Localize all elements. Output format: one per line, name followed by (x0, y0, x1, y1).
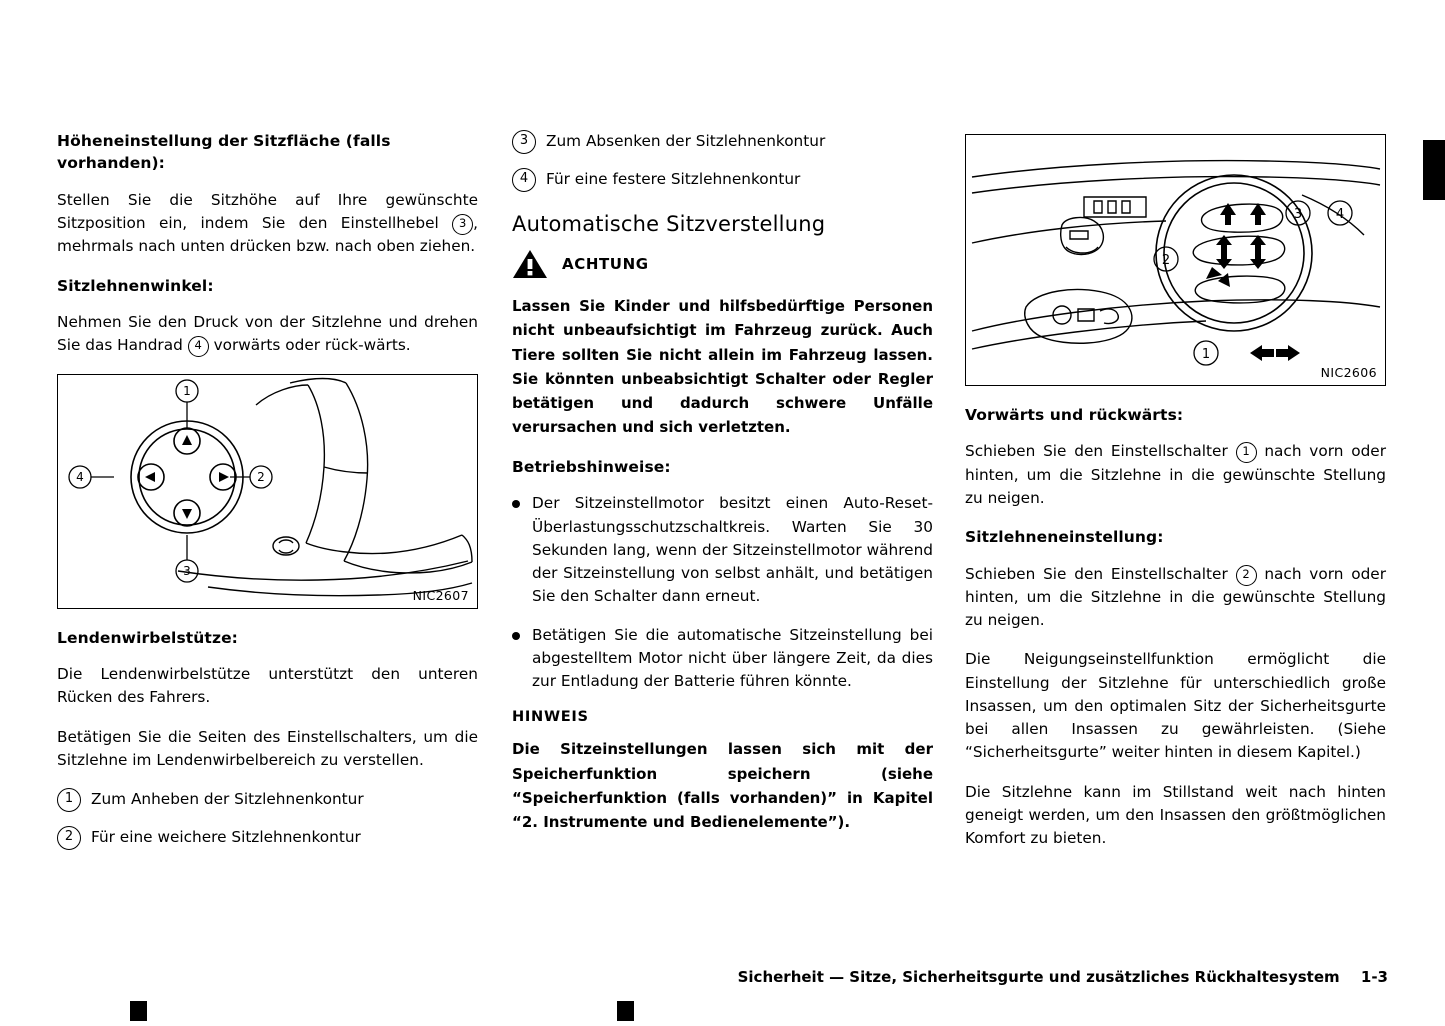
page-columns (57, 130, 1387, 950)
text-fragment: Schieben Sie den Einstellschalter (965, 442, 1228, 461)
note-label: HINWEIS (512, 708, 589, 726)
figure2-label-1: 1 (1201, 347, 1211, 362)
callout-marker-2: 2 (1236, 565, 1257, 586)
callout-marker-4: 4 (188, 336, 209, 357)
figure-lumbar-switch (57, 374, 478, 609)
text-fragment: nach vorn oder hinten, um die Sitzlehne in die gewünschte Stellung zu neigen. (965, 564, 1386, 630)
text-fragment: Schieben Sie den Einstellschalter (965, 564, 1228, 583)
print-mark-left (130, 1001, 147, 1021)
callout-marker-2: 2 (57, 826, 81, 850)
paragraph-seatback-angle (57, 311, 478, 358)
column-three (965, 130, 1386, 866)
figure1-label-4: 4 (76, 469, 84, 484)
heading-seatback-angle: Sitzlehnenwinkel: (57, 276, 214, 295)
paragraph-recline-info: Die Neigungseinstellfunktion ermöglicht die Einstellung der Sitzlehne für unterschiedlich große Insassen, um den optimalen Sitz der Sicherheitsgurte bei allen Insassen zu gewährleisten. (Siehe “Sicherheitsgurte” weiter hinten in diesem Kapitel.) (965, 650, 1386, 762)
column-one (57, 130, 478, 864)
legend-text: Zum Anheben der Sitzlehnenkontur (91, 790, 364, 809)
callout-marker-4: 4 (512, 168, 536, 192)
page-edge-tab (1423, 140, 1445, 200)
column-two (512, 130, 933, 850)
print-mark-middle (617, 1001, 634, 1021)
figure2-label-3: 3 (1293, 207, 1303, 222)
page-footer (57, 968, 1388, 986)
bullet-text: Betätigen Sie die automatische Sitzeinstellung bei abgestelltem Motor nicht über längere Zeit, da dies zur Entladung der Batterie führen könnte. (532, 625, 933, 690)
bullet-item (512, 492, 933, 608)
heading-lumbar-support: Lendenwirbelstütze: (57, 628, 238, 647)
warning-text: Lassen Sie Kinder und hilfsbedürftige Personen nicht unbeaufsichtigt im Fahrzeug zurück. Auch Tiere sollten Sie nicht allein im Fahrzeug lassen. Sie könnten unbeabsichtigt Schalter oder Regler betätigen und dadurch schwere Unfälle verursachen und sich verletzten. (512, 297, 933, 437)
paragraph-seatback-adjust (965, 563, 1386, 633)
legend-item-1 (57, 788, 478, 812)
legend-item-2 (57, 826, 478, 850)
paragraph-seat-height (57, 189, 478, 259)
figure1-label-2: 2 (257, 469, 265, 484)
legend-item-3 (512, 130, 933, 154)
warning-header (512, 248, 933, 280)
heading-operating-notes: Betriebshinweise: (512, 457, 671, 476)
figure-power-seat-svg (966, 135, 1385, 383)
footer-chapter-title: Sicherheit — Sitze, Sicherheitsgurte und zusätzliches Rückhaltesystem (737, 968, 1340, 986)
bullet-dot-icon (512, 500, 520, 508)
figure2-label-4: 4 (1335, 207, 1345, 222)
figure1-label-1: 1 (183, 383, 191, 398)
warning-triangle-icon (512, 248, 548, 280)
figure-code-nic2607: NIC2607 (412, 587, 469, 603)
bullet-item (512, 624, 933, 694)
paragraph-lumbar-1: Die Lendenwirbelstütze unterstützt den unteren Rücken des Fahrers. (57, 665, 478, 707)
legend-text: Für eine weichere Sitzlehnenkontur (91, 828, 361, 847)
figure1-label-3: 3 (183, 563, 191, 578)
callout-marker-3: 3 (452, 214, 473, 235)
paragraph-lumbar-2: Betätigen Sie die Seiten des Einstellschalters, um die Sitzlehne im Lendenwirbelbereich zu verstellen. (57, 727, 478, 769)
legend-text: Zum Absenken der Sitzlehnenkontur (546, 132, 826, 150)
callout-marker-3: 3 (512, 130, 536, 154)
figure-code-nic2606: NIC2606 (1320, 365, 1377, 380)
page-number: 1-3 (1360, 968, 1388, 986)
legend-item-4 (512, 168, 933, 192)
heading-seatback-adjust: Sitzlehneneinstellung: (965, 528, 1164, 547)
callout-marker-1: 1 (1236, 442, 1257, 463)
text-fragment: nach vorn oder hinten, um die Sitzlehne in die gewünschte Stellung zu neigen. (965, 442, 1386, 507)
legend-text: Für eine festere Sitzlehnenkontur (546, 170, 801, 188)
paragraph-forward-backward (965, 440, 1386, 510)
bullet-text: Der Sitzeinstellmotor besitzt einen Auto-Reset-Überlastungsschutzschaltkreis. Warten Sie 30 Sekunden lang, wenn der Sitzeinstellmotor während der Sitzeinstellung von selbst anhält, und betätigen Sie den Schalter dann erneut. (532, 494, 933, 606)
text-fragment: vorwärts oder rück-wärts. (213, 336, 411, 355)
text-fragment: , mehrmals nach unten drücken bzw. nach oben ziehen. (57, 214, 478, 256)
figure-power-seat-switch (965, 134, 1386, 386)
warning-label: ACHTUNG (562, 255, 649, 273)
callout-marker-1: 1 (57, 788, 81, 812)
note-text: Die Sitzeinstellungen lassen sich mit der Speicherfunktion speichern (siehe “Speicherfunktion (falls vorhanden)” in Kapitel “2. Instrumente und Bedienelemente”). (512, 740, 933, 832)
figure-lumbar-svg (58, 375, 477, 606)
bullet-dot-icon (512, 632, 520, 640)
paragraph-recline-comfort: Die Sitzlehne kann im Stillstand weit nach hinten geneigt werden, um den Insassen den größtmöglichen Komfort zu bieten. (965, 782, 1386, 848)
heading-seat-height: Höheneinstellung der Sitzfläche (falls vorhanden): (57, 132, 391, 173)
text-fragment: Stellen Sie die Sitzhöhe auf Ihre gewünschte Sitzposition ein, indem Sie den Einstellhebel (57, 190, 478, 233)
figure2-label-2: 2 (1161, 253, 1171, 268)
text-fragment: Nehmen Sie den Druck von der Sitzlehne und drehen Sie das Handrad (57, 313, 478, 355)
heading-forward-backward: Vorwärts und rückwärts: (965, 406, 1184, 424)
section-title-power-seat: Automatische Sitzverstellung (512, 212, 826, 236)
